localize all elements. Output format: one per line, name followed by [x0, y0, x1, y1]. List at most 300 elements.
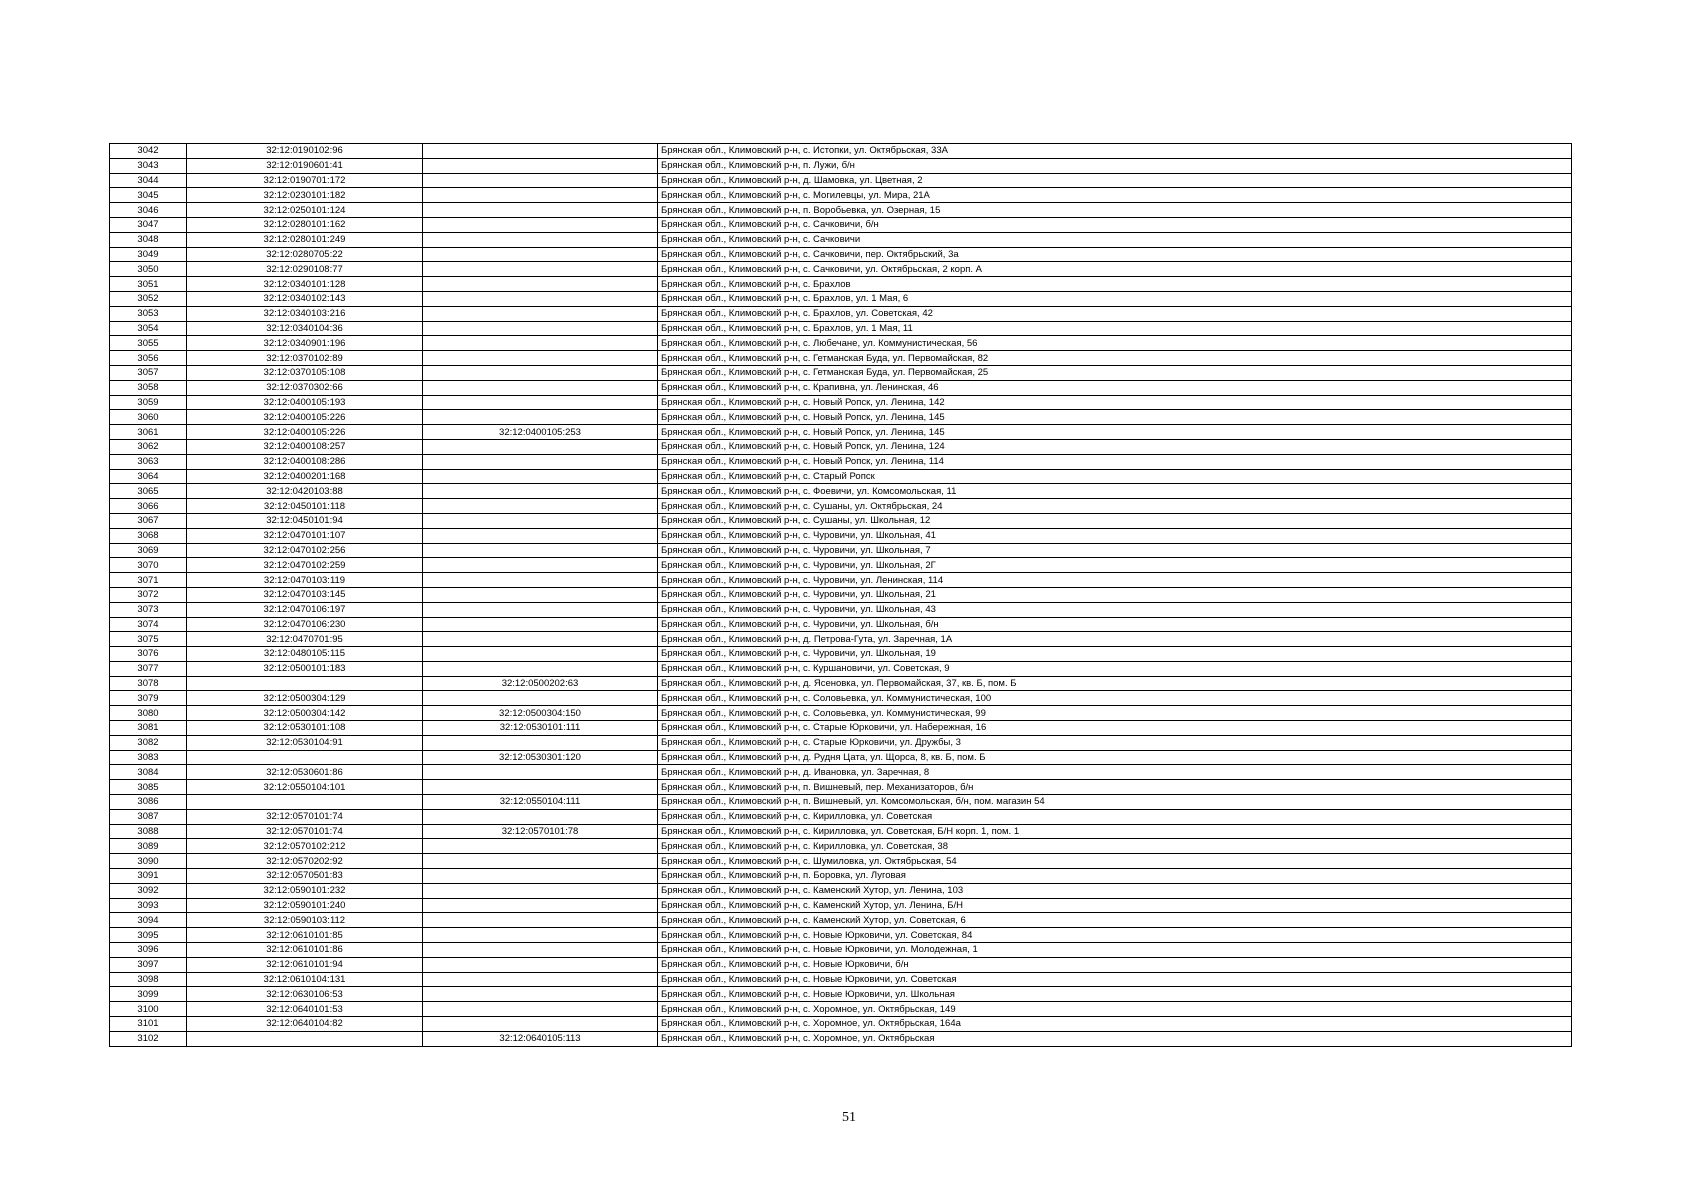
address-cell: Брянская обл., Климовский р-н, с. Соловьевка, ул. Коммунистическая, 99 — [658, 706, 1572, 721]
row-number-cell: 3089 — [110, 839, 187, 854]
secondary-cadastral-number-cell — [423, 306, 658, 321]
cadastral-number-cell: 32:12:0190601:41 — [187, 158, 423, 173]
row-number-cell: 3062 — [110, 439, 187, 454]
secondary-cadastral-number-cell — [423, 247, 658, 262]
cadastral-number-cell: 32:12:0370302:66 — [187, 380, 423, 395]
row-number-cell: 3060 — [110, 410, 187, 425]
secondary-cadastral-number-cell — [423, 351, 658, 366]
cadastral-number-cell: 32:12:0400105:193 — [187, 395, 423, 410]
table-row — [110, 750, 1572, 765]
row-number-cell: 3097 — [110, 957, 187, 972]
address-cell: Брянская обл., Климовский р-н, с. Каменский Хутор, ул. Ленина, 103 — [658, 883, 1572, 898]
address-cell: Брянская обл., Климовский р-н, с. Старые Юрковичи, ул. Набережная, 16 — [658, 721, 1572, 736]
secondary-cadastral-number-cell — [423, 928, 658, 943]
table-row — [110, 795, 1572, 810]
address-cell: Брянская обл., Климовский р-н, с. Новые Юрковичи, ул. Школьная — [658, 987, 1572, 1002]
address-cell: Брянская обл., Климовский р-н, с. Новые Юрковичи, ул. Советская — [658, 972, 1572, 987]
cadastral-number-cell: 32:12:0630106:53 — [187, 987, 423, 1002]
address-cell: Брянская обл., Климовский р-н, с. Старые Юрковичи, ул. Дружбы, 3 — [658, 735, 1572, 750]
row-number-cell: 3068 — [110, 528, 187, 543]
address-cell: Брянская обл., Климовский р-н, п. Лужи, б/н — [658, 158, 1572, 173]
cadastral-number-cell: 32:12:0570202:92 — [187, 854, 423, 869]
table-row — [110, 469, 1572, 484]
row-number-cell: 3075 — [110, 632, 187, 647]
registry-table-body — [110, 144, 1572, 1047]
table-row — [110, 543, 1572, 558]
cadastral-number-cell — [187, 750, 423, 765]
address-cell: Брянская обл., Климовский р-н, с. Чуровичи, ул. Ленинская, 114 — [658, 573, 1572, 588]
cadastral-number-cell: 32:12:0370102:89 — [187, 351, 423, 366]
table-row — [110, 321, 1572, 336]
row-number-cell: 3083 — [110, 750, 187, 765]
address-cell: Брянская обл., Климовский р-н, с. Новый Ропск, ул. Ленина, 142 — [658, 395, 1572, 410]
table-row — [110, 158, 1572, 173]
row-number-cell: 3050 — [110, 262, 187, 277]
secondary-cadastral-number-cell — [423, 691, 658, 706]
table-row — [110, 336, 1572, 351]
cadastral-number-cell: 32:12:0550104:101 — [187, 780, 423, 795]
secondary-cadastral-number-cell — [423, 735, 658, 750]
address-cell: Брянская обл., Климовский р-н, д. Ясеновка, ул. Первомайская, 37, кв. Б, пом. Б — [658, 676, 1572, 691]
table-row — [110, 380, 1572, 395]
secondary-cadastral-number-cell — [423, 854, 658, 869]
table-row — [110, 632, 1572, 647]
cadastral-number-cell: 32:12:0470101:107 — [187, 528, 423, 543]
row-number-cell: 3064 — [110, 469, 187, 484]
secondary-cadastral-number-cell — [423, 336, 658, 351]
cadastral-number-cell: 32:12:0500304:129 — [187, 691, 423, 706]
secondary-cadastral-number-cell — [423, 780, 658, 795]
secondary-cadastral-number-cell: 32:12:0500304:150 — [423, 706, 658, 721]
table-row — [110, 765, 1572, 780]
address-cell: Брянская обл., Климовский р-н, с. Чуровичи, ул. Школьная, 19 — [658, 647, 1572, 662]
row-number-cell: 3061 — [110, 425, 187, 440]
cadastral-number-cell: 32:12:0470103:145 — [187, 587, 423, 602]
secondary-cadastral-number-cell: 32:12:0530101:111 — [423, 721, 658, 736]
secondary-cadastral-number-cell — [423, 395, 658, 410]
table-row — [110, 1031, 1572, 1046]
table-row — [110, 661, 1572, 676]
address-cell: Брянская обл., Климовский р-н, д. Рудня Цата, ул. Щорса, 8, кв. Б, пом. Б — [658, 750, 1572, 765]
table-row — [110, 780, 1572, 795]
table-row — [110, 410, 1572, 425]
row-number-cell: 3051 — [110, 277, 187, 292]
secondary-cadastral-number-cell — [423, 543, 658, 558]
secondary-cadastral-number-cell — [423, 454, 658, 469]
cadastral-number-cell: 32:12:0530104:91 — [187, 735, 423, 750]
address-cell: Брянская обл., Климовский р-н, с. Хоромное, ул. Октябрьская, 164а — [658, 1017, 1572, 1032]
table-row — [110, 1017, 1572, 1032]
cadastral-number-cell: 32:12:0340901:196 — [187, 336, 423, 351]
row-number-cell: 3049 — [110, 247, 187, 262]
row-number-cell: 3098 — [110, 972, 187, 987]
address-cell: Брянская обл., Климовский р-н, п. Вишневый, ул. Комсомольская, б/н, пом. магазин 54 — [658, 795, 1572, 810]
cadastral-number-cell — [187, 676, 423, 691]
table-row — [110, 365, 1572, 380]
cadastral-number-cell: 32:12:0280101:249 — [187, 232, 423, 247]
secondary-cadastral-number-cell — [423, 913, 658, 928]
table-row — [110, 395, 1572, 410]
address-cell: Брянская обл., Климовский р-н, с. Могилевцы, ул. Мира, 21А — [658, 188, 1572, 203]
address-cell: Брянская обл., Климовский р-н, с. Чуровичи, ул. Школьная, 41 — [658, 528, 1572, 543]
secondary-cadastral-number-cell — [423, 972, 658, 987]
address-cell: Брянская обл., Климовский р-н, с. Фоевичи, ул. Комсомольская, 11 — [658, 484, 1572, 499]
secondary-cadastral-number-cell — [423, 839, 658, 854]
cadastral-number-cell: 32:12:0420103:88 — [187, 484, 423, 499]
secondary-cadastral-number-cell — [423, 188, 658, 203]
row-number-cell: 3093 — [110, 898, 187, 913]
row-number-cell: 3094 — [110, 913, 187, 928]
row-number-cell: 3054 — [110, 321, 187, 336]
cadastral-number-cell: 32:12:0610101:94 — [187, 957, 423, 972]
secondary-cadastral-number-cell — [423, 380, 658, 395]
cadastral-number-cell: 32:12:0610104:131 — [187, 972, 423, 987]
table-row — [110, 706, 1572, 721]
address-cell: Брянская обл., Климовский р-н, с. Новый Ропск, ул. Ленина, 124 — [658, 439, 1572, 454]
address-cell: Брянская обл., Климовский р-н, с. Сачковичи, б/н — [658, 217, 1572, 232]
address-cell: Брянская обл., Климовский р-н, с. Крапивна, ул. Ленинская, 46 — [658, 380, 1572, 395]
secondary-cadastral-number-cell: 32:12:0500202:63 — [423, 676, 658, 691]
address-cell: Брянская обл., Климовский р-н, с. Старый Ропск — [658, 469, 1572, 484]
cadastral-number-cell: 32:12:0280101:162 — [187, 217, 423, 232]
address-cell: Брянская обл., Климовский р-н, с. Брахлов, ул. Советская, 42 — [658, 306, 1572, 321]
address-cell: Брянская обл., Климовский р-н, с. Новый Ропск, ул. Ленина, 145 — [658, 425, 1572, 440]
table-row — [110, 943, 1572, 958]
row-number-cell: 3101 — [110, 1017, 187, 1032]
row-number-cell: 3056 — [110, 351, 187, 366]
row-number-cell: 3077 — [110, 661, 187, 676]
secondary-cadastral-number-cell: 32:12:0400105:253 — [423, 425, 658, 440]
secondary-cadastral-number-cell — [423, 898, 658, 913]
cadastral-number-cell: 32:12:0450101:94 — [187, 513, 423, 528]
address-cell: Брянская обл., Климовский р-н, с. Чуровичи, ул. Школьная, 7 — [658, 543, 1572, 558]
address-cell: Брянская обл., Климовский р-н, с. Шумиловка, ул. Октябрьская, 54 — [658, 854, 1572, 869]
cadastral-number-cell: 32:12:0640101:53 — [187, 1002, 423, 1017]
row-number-cell: 3072 — [110, 587, 187, 602]
cadastral-number-cell: 32:12:0250101:124 — [187, 203, 423, 218]
row-number-cell: 3071 — [110, 573, 187, 588]
address-cell: Брянская обл., Климовский р-н, с. Сушаны, ул. Школьная, 12 — [658, 513, 1572, 528]
row-number-cell: 3058 — [110, 380, 187, 395]
row-number-cell: 3102 — [110, 1031, 187, 1046]
row-number-cell: 3059 — [110, 395, 187, 410]
row-number-cell: 3067 — [110, 513, 187, 528]
cadastral-number-cell — [187, 795, 423, 810]
table-row — [110, 721, 1572, 736]
table-row — [110, 809, 1572, 824]
table-row — [110, 647, 1572, 662]
cadastral-number-cell — [187, 1031, 423, 1046]
secondary-cadastral-number-cell — [423, 869, 658, 884]
secondary-cadastral-number-cell — [423, 809, 658, 824]
secondary-cadastral-number-cell — [423, 957, 658, 972]
row-number-cell: 3086 — [110, 795, 187, 810]
address-cell: Брянская обл., Климовский р-н, с. Соловьевка, ул. Коммунистическая, 100 — [658, 691, 1572, 706]
table-row — [110, 188, 1572, 203]
cadastral-number-cell: 32:12:0590101:240 — [187, 898, 423, 913]
address-cell: Брянская обл., Климовский р-н, с. Сачковичи, ул. Октябрьская, 2 корп. А — [658, 262, 1572, 277]
secondary-cadastral-number-cell — [423, 943, 658, 958]
row-number-cell: 3053 — [110, 306, 187, 321]
address-cell: Брянская обл., Климовский р-н, с. Любечане, ул. Коммунистическая, 56 — [658, 336, 1572, 351]
secondary-cadastral-number-cell — [423, 277, 658, 292]
row-number-cell: 3063 — [110, 454, 187, 469]
cadastral-number-cell: 32:12:0280705:22 — [187, 247, 423, 262]
row-number-cell: 3057 — [110, 365, 187, 380]
address-cell: Брянская обл., Климовский р-н, п. Боровка, ул. Луговая — [658, 869, 1572, 884]
secondary-cadastral-number-cell — [423, 587, 658, 602]
row-number-cell: 3085 — [110, 780, 187, 795]
table-row — [110, 913, 1572, 928]
table-row — [110, 1002, 1572, 1017]
secondary-cadastral-number-cell — [423, 573, 658, 588]
row-number-cell: 3090 — [110, 854, 187, 869]
table-row — [110, 735, 1572, 750]
row-number-cell: 3084 — [110, 765, 187, 780]
table-row — [110, 425, 1572, 440]
address-cell: Брянская обл., Климовский р-н, с. Сушаны, ул. Октябрьская, 24 — [658, 499, 1572, 514]
address-cell: Брянская обл., Климовский р-н, п. Вишневый, пер. Механизаторов, б/н — [658, 780, 1572, 795]
address-cell: Брянская обл., Климовский р-н, с. Истопки, ул. Октябрьская, 33А — [658, 144, 1572, 159]
row-number-cell: 3042 — [110, 144, 187, 159]
address-cell: Брянская обл., Климовский р-н, с. Брахлов, ул. 1 Мая, 11 — [658, 321, 1572, 336]
table-row — [110, 928, 1572, 943]
table-row — [110, 306, 1572, 321]
address-cell: Брянская обл., Климовский р-н, с. Кирилловка, ул. Советская, 38 — [658, 839, 1572, 854]
cadastral-number-cell: 32:12:0370105:108 — [187, 365, 423, 380]
row-number-cell: 3087 — [110, 809, 187, 824]
address-cell: Брянская обл., Климовский р-н, с. Чуровичи, ул. Школьная, б/н — [658, 617, 1572, 632]
table-row — [110, 957, 1572, 972]
cadastral-number-cell: 32:12:0590101:232 — [187, 883, 423, 898]
row-number-cell: 3099 — [110, 987, 187, 1002]
row-number-cell: 3082 — [110, 735, 187, 750]
table-row — [110, 439, 1572, 454]
row-number-cell: 3074 — [110, 617, 187, 632]
row-number-cell: 3091 — [110, 869, 187, 884]
secondary-cadastral-number-cell — [423, 232, 658, 247]
cadastral-number-cell: 32:12:0340104:36 — [187, 321, 423, 336]
row-number-cell: 3047 — [110, 217, 187, 232]
table-row — [110, 602, 1572, 617]
address-cell: Брянская обл., Климовский р-н, с. Каменский Хутор, ул. Советская, 6 — [658, 913, 1572, 928]
cadastral-number-cell: 32:12:0470701:95 — [187, 632, 423, 647]
table-row — [110, 972, 1572, 987]
cadastral-number-cell: 32:12:0570501:83 — [187, 869, 423, 884]
row-number-cell: 3055 — [110, 336, 187, 351]
cadastral-number-cell: 32:12:0450101:118 — [187, 499, 423, 514]
address-cell: Брянская обл., Климовский р-н, с. Новый Ропск, ул. Ленина, 145 — [658, 410, 1572, 425]
secondary-cadastral-number-cell: 32:12:0640105:113 — [423, 1031, 658, 1046]
table-row — [110, 291, 1572, 306]
row-number-cell: 3096 — [110, 943, 187, 958]
row-number-cell: 3088 — [110, 824, 187, 839]
row-number-cell: 3076 — [110, 647, 187, 662]
secondary-cadastral-number-cell — [423, 602, 658, 617]
table-row — [110, 144, 1572, 159]
cadastral-number-cell: 32:12:0470106:230 — [187, 617, 423, 632]
address-cell: Брянская обл., Климовский р-н, д. Ивановка, ул. Заречная, 8 — [658, 765, 1572, 780]
cadastral-number-cell: 32:12:0470102:256 — [187, 543, 423, 558]
row-number-cell: 3046 — [110, 203, 187, 218]
secondary-cadastral-number-cell — [423, 469, 658, 484]
cadastral-number-cell: 32:12:0530101:108 — [187, 721, 423, 736]
address-cell: Брянская обл., Климовский р-н, п. Воробьевка, ул. Озерная, 15 — [658, 203, 1572, 218]
row-number-cell: 3052 — [110, 291, 187, 306]
table-row — [110, 262, 1572, 277]
cadastral-number-cell: 32:12:0290108:77 — [187, 262, 423, 277]
address-cell: Брянская обл., Климовский р-н, с. Гетманская Буда, ул. Первомайская, 25 — [658, 365, 1572, 380]
cadastral-number-cell: 32:12:0400108:286 — [187, 454, 423, 469]
table-row — [110, 869, 1572, 884]
cadastral-number-cell: 32:12:0610101:86 — [187, 943, 423, 958]
address-cell: Брянская обл., Климовский р-н, с. Новые Юрковичи, ул. Молодежная, 1 — [658, 943, 1572, 958]
table-row — [110, 676, 1572, 691]
row-number-cell: 3069 — [110, 543, 187, 558]
cadastral-number-cell: 32:12:0570101:74 — [187, 824, 423, 839]
table-row — [110, 484, 1572, 499]
secondary-cadastral-number-cell — [423, 987, 658, 1002]
address-cell: Брянская обл., Климовский р-н, с. Новый Ропск, ул. Ленина, 114 — [658, 454, 1572, 469]
address-cell: Брянская обл., Климовский р-н, д. Петрова-Гута, ул. Заречная, 1А — [658, 632, 1572, 647]
table-row — [110, 883, 1572, 898]
address-cell: Брянская обл., Климовский р-н, с. Каменский Хутор, ул. Ленина, Б/Н — [658, 898, 1572, 913]
cadastral-number-cell: 32:12:0340103:216 — [187, 306, 423, 321]
address-cell: Брянская обл., Климовский р-н, с. Новые Юрковичи, б/н — [658, 957, 1572, 972]
table-row — [110, 232, 1572, 247]
cadastral-number-cell: 32:12:0530601:86 — [187, 765, 423, 780]
secondary-cadastral-number-cell — [423, 883, 658, 898]
secondary-cadastral-number-cell: 32:12:0550104:111 — [423, 795, 658, 810]
row-number-cell: 3095 — [110, 928, 187, 943]
secondary-cadastral-number-cell — [423, 484, 658, 499]
table-row — [110, 217, 1572, 232]
secondary-cadastral-number-cell — [423, 617, 658, 632]
row-number-cell: 3081 — [110, 721, 187, 736]
cadastral-number-cell: 32:12:0230101:182 — [187, 188, 423, 203]
secondary-cadastral-number-cell — [423, 203, 658, 218]
table-row — [110, 528, 1572, 543]
address-cell: Брянская обл., Климовский р-н, с. Куршановичи, ул. Советская, 9 — [658, 661, 1572, 676]
secondary-cadastral-number-cell — [423, 765, 658, 780]
table-row — [110, 558, 1572, 573]
table-row — [110, 854, 1572, 869]
table-row — [110, 499, 1572, 514]
secondary-cadastral-number-cell — [423, 1002, 658, 1017]
row-number-cell: 3079 — [110, 691, 187, 706]
cadastral-number-cell: 32:12:0480105:115 — [187, 647, 423, 662]
secondary-cadastral-number-cell — [423, 262, 658, 277]
cadastral-number-cell: 32:12:0400105:226 — [187, 425, 423, 440]
secondary-cadastral-number-cell — [423, 217, 658, 232]
secondary-cadastral-number-cell — [423, 513, 658, 528]
table-row — [110, 454, 1572, 469]
address-cell: Брянская обл., Климовский р-н, с. Кирилловка, ул. Советская, Б/Н корп. 1, пом. 1 — [658, 824, 1572, 839]
secondary-cadastral-number-cell — [423, 499, 658, 514]
row-number-cell: 3066 — [110, 499, 187, 514]
cadastral-number-cell: 32:12:0590103:112 — [187, 913, 423, 928]
row-number-cell: 3044 — [110, 173, 187, 188]
address-cell: Брянская обл., Климовский р-н, с. Гетманская Буда, ул. Первомайская, 82 — [658, 351, 1572, 366]
secondary-cadastral-number-cell — [423, 410, 658, 425]
secondary-cadastral-number-cell — [423, 632, 658, 647]
cadastral-number-cell: 32:12:0610101:85 — [187, 928, 423, 943]
secondary-cadastral-number-cell — [423, 647, 658, 662]
secondary-cadastral-number-cell: 32:12:0530301:120 — [423, 750, 658, 765]
table-row — [110, 173, 1572, 188]
table-row — [110, 247, 1572, 262]
table-row — [110, 573, 1572, 588]
cadastral-number-cell: 32:12:0190701:172 — [187, 173, 423, 188]
secondary-cadastral-number-cell — [423, 365, 658, 380]
row-number-cell: 3073 — [110, 602, 187, 617]
row-number-cell: 3065 — [110, 484, 187, 499]
row-number-cell: 3070 — [110, 558, 187, 573]
table-row — [110, 824, 1572, 839]
cadastral-number-cell: 32:12:0470103:119 — [187, 573, 423, 588]
secondary-cadastral-number-cell — [423, 528, 658, 543]
address-cell: Брянская обл., Климовский р-н, с. Брахлов — [658, 277, 1572, 292]
row-number-cell: 3100 — [110, 1002, 187, 1017]
cadastral-number-cell: 32:12:0570101:74 — [187, 809, 423, 824]
secondary-cadastral-number-cell — [423, 144, 658, 159]
secondary-cadastral-number-cell — [423, 661, 658, 676]
table-row — [110, 203, 1572, 218]
secondary-cadastral-number-cell — [423, 173, 658, 188]
table-row — [110, 587, 1572, 602]
row-number-cell: 3078 — [110, 676, 187, 691]
row-number-cell: 3092 — [110, 883, 187, 898]
cadastral-number-cell: 32:12:0470106:197 — [187, 602, 423, 617]
address-cell: Брянская обл., Климовский р-н, с. Сачковичи — [658, 232, 1572, 247]
cadastral-number-cell: 32:12:0340102:143 — [187, 291, 423, 306]
cadastral-number-cell: 32:12:0340101:128 — [187, 277, 423, 292]
address-cell: Брянская обл., Климовский р-н, с. Чуровичи, ул. Школьная, 2Г — [658, 558, 1572, 573]
cadastral-number-cell: 32:12:0570102:212 — [187, 839, 423, 854]
address-cell: Брянская обл., Климовский р-н, д. Шамовка, ул. Цветная, 2 — [658, 173, 1572, 188]
cadastral-number-cell: 32:12:0640104:82 — [187, 1017, 423, 1032]
page-number: 51 — [842, 1110, 856, 1125]
secondary-cadastral-number-cell — [423, 291, 658, 306]
table-row — [110, 839, 1572, 854]
cadastral-number-cell: 32:12:0500101:183 — [187, 661, 423, 676]
secondary-cadastral-number-cell — [423, 558, 658, 573]
table-row — [110, 898, 1572, 913]
secondary-cadastral-number-cell: 32:12:0570101:78 — [423, 824, 658, 839]
secondary-cadastral-number-cell — [423, 439, 658, 454]
secondary-cadastral-number-cell — [423, 1017, 658, 1032]
address-cell: Брянская обл., Климовский р-н, с. Хоромное, ул. Октябрьская, 149 — [658, 1002, 1572, 1017]
cadastral-number-cell: 32:12:0470102:259 — [187, 558, 423, 573]
table-row — [110, 987, 1572, 1002]
address-cell: Брянская обл., Климовский р-н, с. Кирилловка, ул. Советская — [658, 809, 1572, 824]
table-row — [110, 617, 1572, 632]
row-number-cell: 3048 — [110, 232, 187, 247]
secondary-cadastral-number-cell — [423, 321, 658, 336]
cadastral-number-cell: 32:12:0190102:96 — [187, 144, 423, 159]
cadastral-number-cell: 32:12:0400105:226 — [187, 410, 423, 425]
registry-table — [109, 143, 1572, 1047]
table-row — [110, 277, 1572, 292]
address-cell: Брянская обл., Климовский р-н, с. Брахлов, ул. 1 Мая, 6 — [658, 291, 1572, 306]
table-row — [110, 513, 1572, 528]
address-cell: Брянская обл., Климовский р-н, с. Хоромное, ул. Октябрьская — [658, 1031, 1572, 1046]
row-number-cell: 3043 — [110, 158, 187, 173]
row-number-cell: 3080 — [110, 706, 187, 721]
row-number-cell: 3045 — [110, 188, 187, 203]
address-cell: Брянская обл., Климовский р-н, с. Чуровичи, ул. Школьная, 21 — [658, 587, 1572, 602]
cadastral-number-cell: 32:12:0400108:257 — [187, 439, 423, 454]
